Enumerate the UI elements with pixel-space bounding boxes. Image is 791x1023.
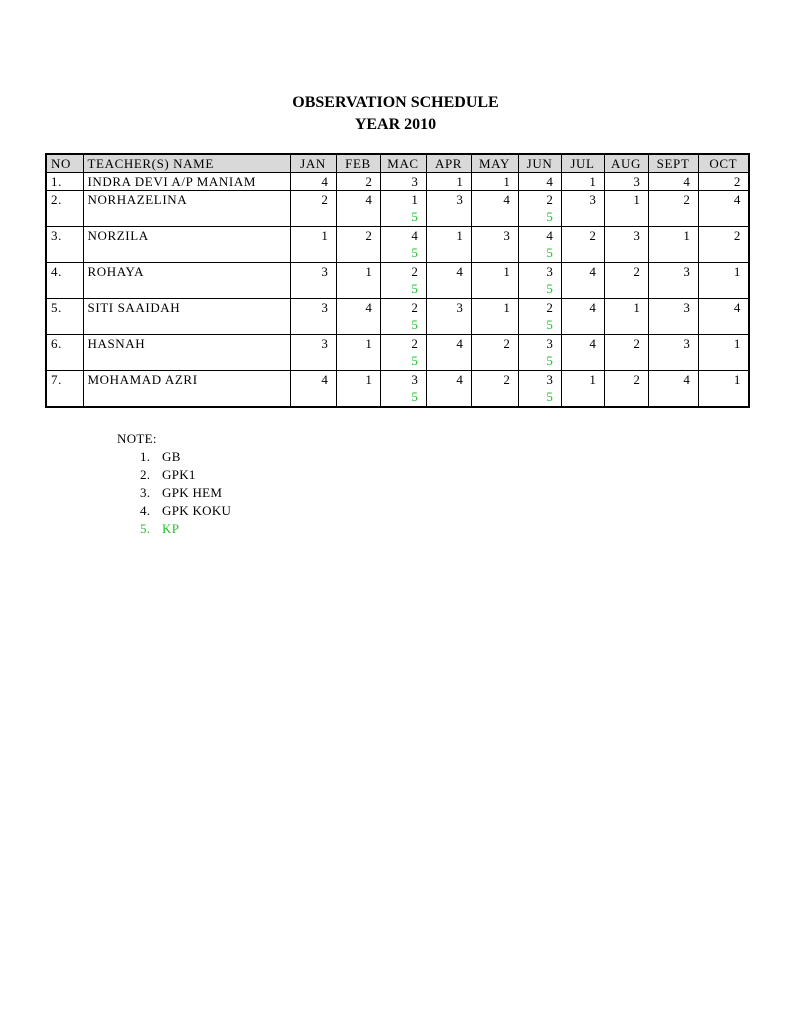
oct-value: 1 <box>698 263 749 299</box>
aug-value: 2 <box>604 263 648 299</box>
apr-value: 3 <box>426 299 471 335</box>
jun-kp-value: 5 <box>546 245 554 260</box>
mac-cell <box>380 299 426 335</box>
teacher-name: ROHAYA <box>83 263 290 299</box>
aug-value: 2 <box>604 371 648 407</box>
table-row <box>46 227 749 263</box>
mac-cell <box>380 191 426 227</box>
feb-value: 2 <box>336 227 380 263</box>
list-item <box>117 502 231 520</box>
jan-value: 3 <box>290 299 336 335</box>
jan-value: 4 <box>290 173 336 191</box>
note-number: 5. <box>140 521 151 536</box>
jul-value: 3 <box>561 191 604 227</box>
header-jan: JAN <box>290 154 336 173</box>
jul-value: 4 <box>561 299 604 335</box>
document-subtitle: YEAR 2010 <box>354 116 437 133</box>
teacher-name: NORZILA <box>83 227 290 263</box>
feb-value: 1 <box>336 263 380 299</box>
aug-value: 1 <box>604 191 648 227</box>
jan-value: 3 <box>290 335 336 371</box>
jun-value: 2 <box>546 192 554 207</box>
sept-value: 1 <box>648 227 698 263</box>
jul-value: 2 <box>561 227 604 263</box>
table-row <box>46 191 749 227</box>
jun-cell <box>518 173 561 191</box>
mac-kp-value: 5 <box>411 317 419 332</box>
jul-value: 4 <box>561 335 604 371</box>
jan-value: 3 <box>290 263 336 299</box>
teacher-name: HASNAH <box>83 335 290 371</box>
sept-value: 3 <box>648 299 698 335</box>
mac-value: 2 <box>411 336 419 351</box>
observation-schedule-table <box>45 153 750 408</box>
feb-value: 2 <box>336 173 380 191</box>
note-section <box>117 430 231 538</box>
mac-kp-value: 5 <box>411 245 419 260</box>
note-text: GPK HEM <box>162 485 223 500</box>
note-label: NOTE: <box>117 431 157 446</box>
header-jul: JUL <box>561 154 604 173</box>
mac-cell <box>380 371 426 407</box>
mac-kp-value: 5 <box>411 353 419 368</box>
row-no: 2. <box>46 191 83 227</box>
oct-value: 1 <box>698 371 749 407</box>
note-number: 3. <box>140 485 151 500</box>
jun-cell <box>518 371 561 407</box>
mac-kp-value: 5 <box>411 281 419 296</box>
feb-value: 4 <box>336 299 380 335</box>
teacher-name: SITI SAAIDAH <box>83 299 290 335</box>
jan-value: 2 <box>290 191 336 227</box>
oct-value: 1 <box>698 335 749 371</box>
mac-value: 1 <box>411 192 419 207</box>
jun-cell <box>518 191 561 227</box>
sept-value: 3 <box>648 263 698 299</box>
may-value: 1 <box>471 263 518 299</box>
aug-value: 3 <box>604 227 648 263</box>
header-oct: OCT <box>698 154 749 173</box>
teacher-name: INDRA DEVI A/P MANIAM <box>83 173 290 191</box>
feb-value: 1 <box>336 371 380 407</box>
jun-cell <box>518 299 561 335</box>
header-apr: APR <box>426 154 471 173</box>
list-item <box>117 448 231 466</box>
mac-cell <box>380 335 426 371</box>
header-jun: JUN <box>518 154 561 173</box>
may-value: 4 <box>471 191 518 227</box>
feb-value: 4 <box>336 191 380 227</box>
jul-value: 4 <box>561 263 604 299</box>
note-text: GB <box>162 449 181 464</box>
jun-value: 4 <box>546 174 554 189</box>
note-text: KP <box>162 521 180 536</box>
mac-value: 4 <box>411 228 419 243</box>
header-aug: AUG <box>604 154 648 173</box>
jun-kp-value: 5 <box>546 209 554 224</box>
row-no: 6. <box>46 335 83 371</box>
may-value: 3 <box>471 227 518 263</box>
jun-value: 3 <box>546 372 554 387</box>
may-value: 1 <box>471 173 518 191</box>
oct-value: 4 <box>698 299 749 335</box>
oct-value: 4 <box>698 191 749 227</box>
list-item <box>117 466 231 484</box>
mac-value: 3 <box>411 372 419 387</box>
mac-value: 2 <box>411 300 419 315</box>
jun-value: 2 <box>546 300 554 315</box>
mac-cell <box>380 263 426 299</box>
oct-value: 2 <box>698 173 749 191</box>
table-row <box>46 299 749 335</box>
row-no: 1. <box>46 173 83 191</box>
header-mac: MAC <box>380 154 426 173</box>
mac-cell <box>380 227 426 263</box>
sept-value: 2 <box>648 191 698 227</box>
mac-cell <box>380 173 426 191</box>
jul-value: 1 <box>561 173 604 191</box>
jan-value: 1 <box>290 227 336 263</box>
document-title: OBSERVATION SCHEDULE <box>292 94 499 111</box>
table-row <box>46 263 749 299</box>
header-feb: FEB <box>336 154 380 173</box>
jun-value: 3 <box>546 264 554 279</box>
apr-value: 4 <box>426 371 471 407</box>
aug-value: 2 <box>604 335 648 371</box>
apr-value: 4 <box>426 335 471 371</box>
mac-value: 2 <box>411 264 419 279</box>
teacher-name: MOHAMAD AZRI <box>83 371 290 407</box>
jun-cell <box>518 263 561 299</box>
table-row <box>46 371 749 407</box>
list-item <box>117 520 231 538</box>
feb-value: 1 <box>336 335 380 371</box>
apr-value: 3 <box>426 191 471 227</box>
jun-value: 4 <box>546 228 554 243</box>
note-number: 4. <box>140 503 151 518</box>
jul-value: 1 <box>561 371 604 407</box>
apr-value: 1 <box>426 227 471 263</box>
jun-kp-value: 5 <box>546 389 554 404</box>
mac-kp-value: 5 <box>411 389 419 404</box>
note-number: 2. <box>140 467 151 482</box>
header-may: MAY <box>471 154 518 173</box>
mac-value: 3 <box>411 174 419 189</box>
table-header-row <box>46 154 749 173</box>
may-value: 2 <box>471 371 518 407</box>
list-item <box>117 484 231 502</box>
jun-value: 3 <box>546 336 554 351</box>
row-no: 5. <box>46 299 83 335</box>
header-teacher-name: TEACHER(S) NAME <box>83 154 290 173</box>
row-no: 4. <box>46 263 83 299</box>
note-list <box>117 448 231 538</box>
row-no: 7. <box>46 371 83 407</box>
header-sept: SEPT <box>648 154 698 173</box>
note-text: GPK1 <box>162 467 196 482</box>
sept-value: 4 <box>648 173 698 191</box>
note-text: GPK KOKU <box>162 503 232 518</box>
header-no: NO <box>46 154 83 173</box>
jun-cell <box>518 335 561 371</box>
table-row <box>46 173 749 191</box>
jun-kp-value: 5 <box>546 353 554 368</box>
oct-value: 2 <box>698 227 749 263</box>
jun-cell <box>518 227 561 263</box>
mac-kp-value: 5 <box>411 209 419 224</box>
aug-value: 3 <box>604 173 648 191</box>
jan-value: 4 <box>290 371 336 407</box>
may-value: 2 <box>471 335 518 371</box>
table-row <box>46 335 749 371</box>
teacher-name: NORHAZELINA <box>83 191 290 227</box>
jun-kp-value: 5 <box>546 281 554 296</box>
apr-value: 1 <box>426 173 471 191</box>
apr-value: 4 <box>426 263 471 299</box>
row-no: 3. <box>46 227 83 263</box>
aug-value: 1 <box>604 299 648 335</box>
may-value: 1 <box>471 299 518 335</box>
sept-value: 4 <box>648 371 698 407</box>
jun-kp-value: 5 <box>546 317 554 332</box>
sept-value: 3 <box>648 335 698 371</box>
note-number: 1. <box>140 449 151 464</box>
